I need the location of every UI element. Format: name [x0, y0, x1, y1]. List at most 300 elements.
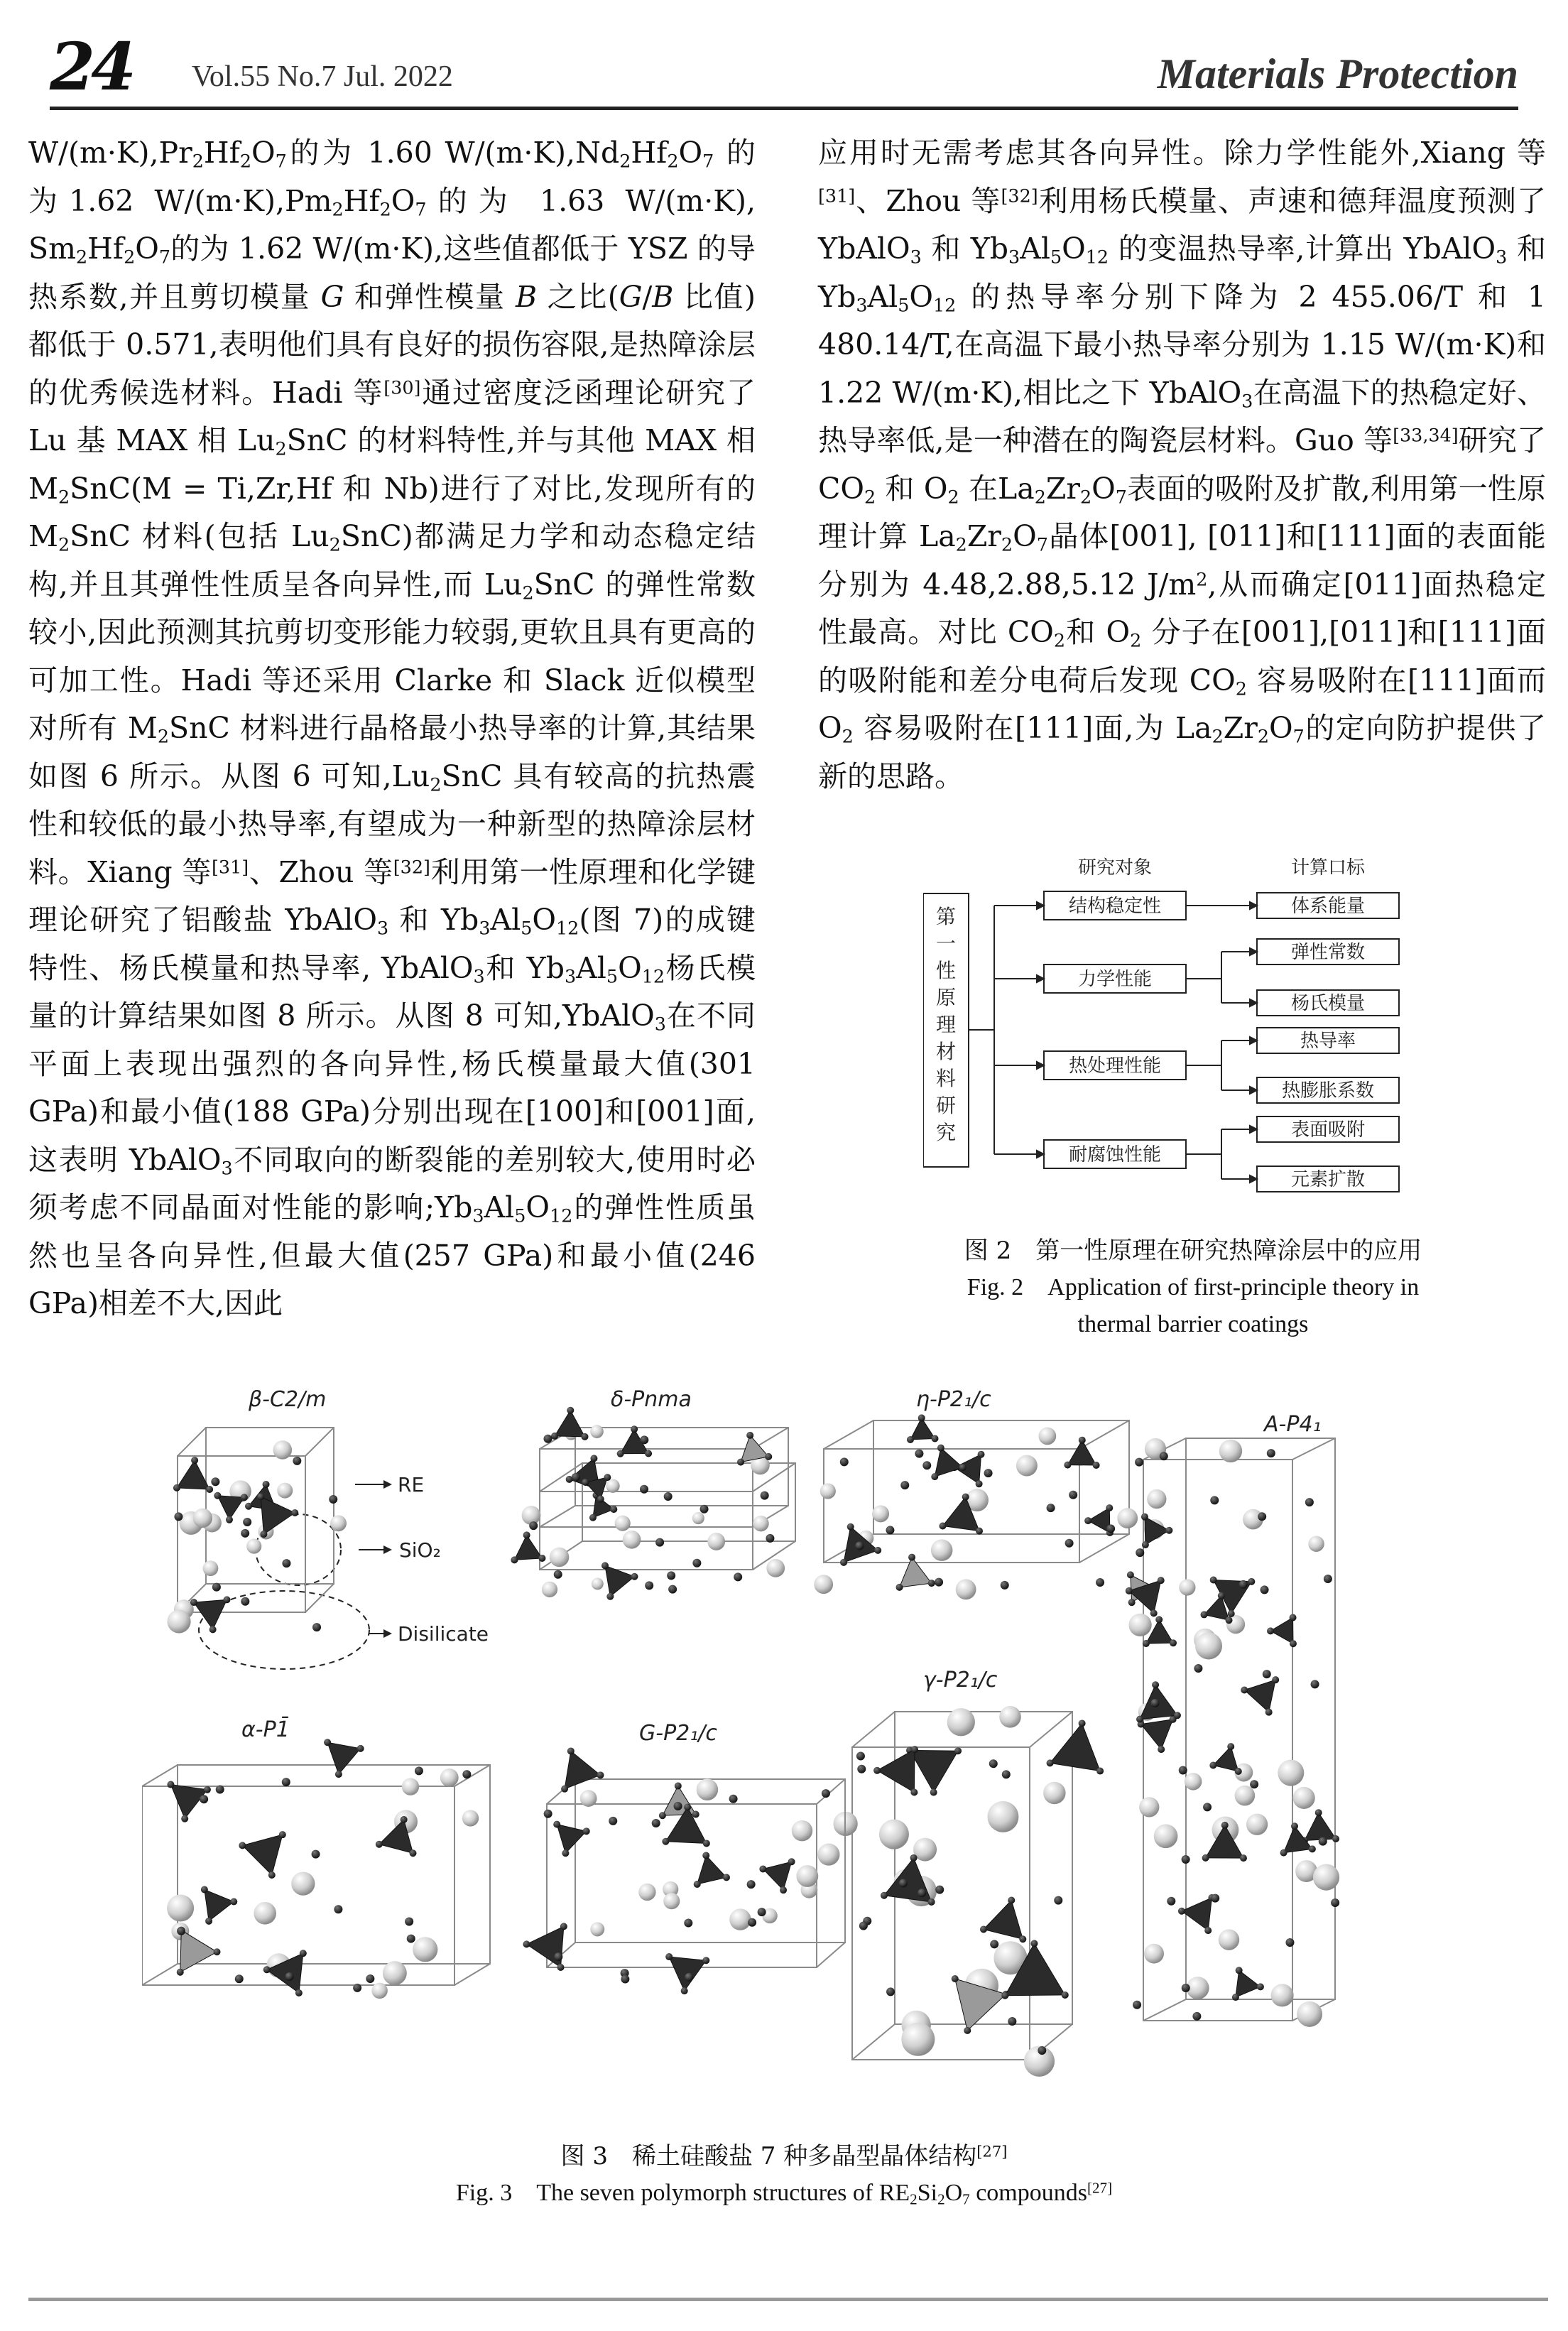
unit-cell-edge: [1079, 1420, 1129, 1449]
sio4-tetrahedron: [877, 1749, 915, 1792]
oxygen-atom: [1008, 1897, 1015, 1904]
oxygen-atom: [581, 1433, 588, 1440]
oxygen-atom: [312, 1623, 321, 1631]
svg-text:究: 究: [935, 1121, 957, 1144]
oxygen-atom: [1178, 1908, 1185, 1915]
oxygen-atom: [1257, 1983, 1264, 1990]
oxygen-atom: [1106, 1524, 1115, 1533]
re-atom: [931, 1539, 953, 1561]
oxygen-atom: [177, 1969, 184, 1976]
root-label: [936, 905, 956, 1144]
oxygen-atom: [1182, 1984, 1190, 1992]
oxygen-atom: [662, 1838, 669, 1845]
sio4-tetrahedron: [555, 1411, 584, 1437]
oxygen-atom: [407, 1935, 415, 1943]
oxygen-atom: [601, 1562, 609, 1569]
oxygen-atom: [1136, 1548, 1144, 1557]
oxygen-atom: [376, 1841, 383, 1848]
oxygen-atom: [886, 1526, 894, 1534]
oxygen-atom: [1106, 1504, 1113, 1511]
re-atom: [623, 1531, 641, 1549]
re-atom: [1271, 1984, 1294, 2006]
oxygen-atom: [610, 1506, 617, 1513]
figure-3-caption: [142, 2138, 1426, 2212]
oxygen-atom: [1309, 1845, 1316, 1852]
figure-2-caption-en-2: thermal barrier coatings: [1077, 1311, 1309, 1337]
oxygen-atom: [1203, 1803, 1212, 1811]
oxygen-atom: [1174, 1712, 1181, 1719]
oxygen-atom: [1290, 1640, 1297, 1647]
svg-text:原: 原: [935, 986, 957, 1009]
sio4-tetrahedron: [217, 1496, 244, 1520]
oxygen-atom: [415, 1766, 423, 1775]
oxygen-atom: [216, 1786, 224, 1794]
oxygen-atom: [1221, 1822, 1229, 1829]
re-atom: [1038, 1428, 1056, 1445]
oxygen-atom: [329, 1495, 337, 1504]
oxygen-atom: [675, 1783, 682, 1790]
re-atom: [707, 1533, 725, 1550]
re-atom: [413, 1937, 437, 1962]
group-label: 耐腐蚀性能: [1068, 1144, 1162, 1166]
oxygen-atom: [928, 1898, 935, 1906]
oxygen-atom: [886, 1987, 895, 1996]
oxygen-atom: [692, 1811, 699, 1818]
legend-sio2: SiO₂: [399, 1538, 441, 1562]
re-atom: [817, 1844, 839, 1866]
sio4-tetrahedron: [697, 1855, 726, 1884]
sio4-tetrahedron: [1305, 1813, 1336, 1840]
unit-cell-edge: [817, 1779, 845, 1804]
unit-cell: [1143, 1460, 1292, 2021]
oxygen-atom: [583, 1827, 590, 1835]
oxygen-atom: [935, 1886, 944, 1894]
oxygen-atom: [631, 1573, 638, 1580]
label-alpha: α-P1̄: [241, 1717, 290, 1742]
oxygen-atom: [1160, 1452, 1168, 1460]
oxygen-atom: [1084, 1517, 1091, 1524]
oxygen-atom: [907, 1436, 914, 1443]
re-atom: [592, 1578, 604, 1590]
oxygen-atom: [1064, 1462, 1071, 1469]
re-atom: [638, 1884, 655, 1901]
oxygen-atom: [840, 1559, 847, 1566]
oxygen-atom: [1265, 1709, 1273, 1716]
sio4-tetrahedron: [984, 1901, 1023, 1940]
oxygen-atom: [702, 1852, 709, 1859]
re-atom: [167, 1609, 190, 1633]
oxygen-atom: [631, 1425, 638, 1433]
oxygen-atom: [976, 1528, 983, 1535]
oxygen-atom: [873, 1767, 881, 1774]
oxygen-atom: [511, 1556, 518, 1563]
oxygen-atom: [758, 1908, 766, 1916]
oxygen-atom: [640, 1435, 648, 1444]
oxygen-atom: [1235, 1768, 1242, 1775]
oxygen-atom: [174, 1512, 183, 1521]
oxygen-atom: [1280, 1849, 1287, 1857]
oxygen-atom: [300, 1950, 307, 1957]
re-atom: [820, 1483, 836, 1499]
oxygen-atom: [922, 1461, 931, 1469]
sio4-tetrahedron: [1236, 1970, 1261, 1997]
oxygen-atom: [734, 1572, 742, 1581]
oxygen-atom: [357, 1745, 364, 1752]
oxygen-atom: [226, 1516, 233, 1523]
oxygen-atom: [205, 1918, 212, 1925]
oxygen-atom: [840, 1457, 849, 1466]
oxygen-atom: [664, 1492, 673, 1501]
oxygen-atom: [206, 1486, 213, 1493]
oxygen-atom: [191, 1457, 198, 1464]
oxygen-atom: [243, 1518, 251, 1526]
oxygen-atom: [874, 1547, 881, 1554]
oxygen-atom: [1200, 1611, 1207, 1618]
oxygen-atom: [167, 1781, 174, 1788]
unit-cell-edge: [305, 1428, 334, 1456]
oxygen-atom: [931, 1473, 938, 1480]
svg-text:性: 性: [935, 959, 957, 982]
oxygen-atom: [911, 1746, 918, 1753]
oxygen-atom: [1236, 1967, 1243, 1974]
right-paragraph: 应用时无需考虑其各向异性。除力学性能外,Xiang 等[31]、Zhou 等[32]利用杨氏模量、声速和德拜温度预测了 YbAlO$_3$ 和 $Yb_3Al_5O_{12}$ 的变温热导率,计算出 YbAlO$_3$ 和 $Yb_3Al_5O_{12}$ 的热导率分别下降为 2 455.06/T 和 1 480.14/T,在高温下最小热导率分别为 1.15 W/(m·K)和 1.22 W/(m·K),相比之下 YbAlO$_3$在高温下的热稳定好、热导率低,是一种潜在的陶瓷层材料。Guo 等[33,34]研究了 $CO_2$ 和 $O_2$ 在$La_2Zr_2O_7$表面的吸附及扩散,利用第一性原理计算 $La_2Zr_2O_7$晶体[001], [011]和[111]面的表面能分别为 4.48,2.88,5.12 $J/m^2$,从而确定[011]面热稳定性最高。对比 $CO_2$和 $O_2$ 分子在[001],[011]和[111]面的吸附能和差分电荷后发现 $CO_2$ 容易吸附在[111]面而 $O_2$ 容易吸附在[111]面,为 $La_2Zr_2O_7$的定向防护提供了新的思路。: [818, 136, 1547, 793]
oxygen-atom: [1093, 1462, 1100, 1469]
oxygen-atom: [1001, 1581, 1009, 1590]
unit-cell-edge: [540, 1506, 575, 1527]
left-paragraph: $W/(m\cdot K),Pr_2Hf_2O_7$的为 1.60 $W/(m\cdot K),Nd_2Hf_2O_7$ 的为1.62 $W/(m\cdot K),Pm_2Hf_2O_7$的为 1.63 W/(m·K), $Sm_2Hf_2O_7$的为 1.62 W/(m·K),这些值都低于 YSZ 的导热系数,并且剪切模量 G 和弹性模量 B 之比(G/B 比值)都低于 0.571,表明他们具有良好的损伤容限,是热障涂层的优秀候选材料。Hadi 等[30]通过密度泛函理论研究了 Lu 基 MAX 相 $Lu_2SnC$ 的材料特性,并与其他 MAX 相 $M_2SnC(M = Ti,Zr,Hf$ 和 Nb)进行了对比,发现所有的 $M_2SnC$ 材料(包括 $Lu_2SnC$)都满足力学和动态稳定结构,并且其弹性性质呈各向异性,而 $Lu_2SnC$ 的弹性常数较小,因此预测其抗剪切变形能力较弱,更软且具有更高的可加工性。Hadi 等还采用 Clarke 和 Slack 近似模型对所有 $M_2SnC$ 材料进行晶格最小热导率的计算,其结果如图 6 所示。从图 6 可知$,Lu_2SnC$ 具有较高的抗热震性和较低的最小热导率,有望成为一种新型的热障涂层材料。Xiang 等[31]、Zhou 等[32]利用第一性原理和化学键理论研究了铝酸盐 YbAlO$_3$ 和 $Yb_3Al_5O_{12}$(图 7)的成键特性、杨氏模量和热导率, YbAlO$_3$和 $Yb_3Al_5O_{12}$杨氏模量的计算结果如图 8 所示。从图 8 可知,YbAlO$_3$在不同平面上表现出强烈的各向异性,杨氏模量最大值(301 GPa)和最小值(188 GPa)分别出现在[100]和[001]面,这表明 YbAlO$_3$不同取向的断裂能的差别较大,使用时必须考虑不同晶面对性能的影响$;Yb_3Al_5O_{12}$的弹性性质虽然也呈各向异性,但最大值(257 GPa)和最小值(246 GPa)相差不大,因此: [28, 136, 756, 1320]
sio4-tetrahedron: [900, 1558, 932, 1587]
svg-text:理: 理: [935, 1013, 957, 1036]
oxygen-atom: [659, 1812, 666, 1819]
sio4-tetrahedron: [327, 1742, 361, 1774]
re-atom: [193, 1509, 212, 1528]
oxygen-atom: [538, 1555, 545, 1562]
item-label: 表面吸附: [1290, 1119, 1366, 1141]
oxygen-atom: [1179, 1766, 1187, 1774]
unit-cell-edge: [824, 1420, 873, 1449]
item-label: 热导率: [1300, 1031, 1356, 1052]
oxygen-atom: [935, 1578, 943, 1587]
sio4-tetrahedron: [910, 1750, 958, 1792]
oxygen-atom: [931, 1435, 938, 1442]
oxygen-atom: [748, 1918, 756, 1927]
oxygen-atom: [665, 1953, 673, 1960]
re-atom: [1246, 1814, 1268, 1835]
re-atom: [590, 1922, 604, 1936]
re-atom: [1117, 1508, 1138, 1528]
oxygen-atom: [1030, 1940, 1038, 1947]
legend-disilicate: Disilicate: [398, 1622, 489, 1646]
oxygen-atom: [976, 1480, 983, 1487]
sio4-tetrahedron: [663, 1786, 696, 1816]
oxygen-atom: [523, 1531, 530, 1538]
oxygen-atom: [190, 1599, 197, 1606]
oxygen-atom: [1250, 1780, 1258, 1788]
oxygen-atom: [939, 1522, 946, 1529]
re-atom: [542, 1582, 557, 1597]
oxygen-atom: [239, 1842, 246, 1849]
sio4-tetrahedron: [565, 1751, 600, 1788]
oxygen-atom: [560, 1923, 567, 1930]
re-atom: [1235, 1786, 1256, 1806]
oxygen-atom: [543, 1435, 552, 1443]
sio4-tetrahedron: [763, 1862, 791, 1890]
oxygen-atom: [989, 1759, 998, 1768]
oxygen-atom: [1315, 1809, 1322, 1816]
oxygen-atom: [937, 1445, 944, 1452]
oxygen-atom: [978, 1451, 985, 1458]
label-A: A-P4₁: [1264, 1412, 1322, 1437]
oxygen-atom: [684, 1803, 691, 1810]
oxygen-atom: [312, 1850, 320, 1859]
running-header: [50, 28, 1518, 110]
label-G: G-P2₁/c: [639, 1721, 717, 1746]
oxygen-atom: [561, 1786, 568, 1793]
oxygen-atom: [729, 1795, 738, 1803]
oxygen-atom: [1319, 1837, 1327, 1846]
oxygen-atom: [1232, 1994, 1239, 2001]
re-atom: [697, 1778, 719, 1800]
oxygen-atom: [822, 1789, 830, 1798]
oxygen-atom: [1150, 1609, 1158, 1617]
item-label: 弹性常数: [1290, 942, 1366, 963]
page-number: 24: [50, 28, 133, 105]
re-atom: [692, 1512, 704, 1524]
oxygen-atom: [737, 1459, 744, 1466]
oxygen-atom: [910, 1789, 918, 1796]
oxygen-atom: [1135, 1458, 1143, 1467]
oxygen-atom: [554, 1952, 562, 1961]
oxygen-atom: [1152, 1681, 1159, 1688]
oxygen-atom: [1069, 1491, 1077, 1499]
oxygen-atom: [523, 1940, 530, 1947]
re-atom: [947, 1708, 975, 1736]
unit-cell-edge: [852, 2024, 895, 2060]
oxygen-atom: [204, 1786, 211, 1793]
oxygen-atom: [1142, 1541, 1149, 1548]
oxygen-atom: [896, 1584, 903, 1591]
oxygen-atom: [1226, 1617, 1233, 1624]
oxygen-atom: [780, 1886, 787, 1893]
oxygen-atom: [223, 1596, 230, 1603]
re-atom: [1185, 1773, 1202, 1791]
oxygen-atom: [856, 1751, 865, 1760]
oxygen-atom: [1240, 1854, 1247, 1862]
oxygen-atom: [692, 1559, 701, 1567]
oxygen-atom: [1332, 1835, 1339, 1842]
re-atom: [550, 1548, 570, 1567]
re-atom: [1308, 1536, 1324, 1552]
re-atom: [1154, 1824, 1178, 1848]
oxygen-atom: [214, 1492, 221, 1499]
sio4-tetrahedron: [261, 1496, 295, 1534]
oxygen-atom: [1126, 1587, 1133, 1594]
unit-cell-edge: [305, 1584, 334, 1612]
oxygen-atom: [200, 1795, 208, 1803]
sio4-tetrahedron: [180, 1930, 217, 1972]
oxygen-atom: [984, 1469, 993, 1477]
issue-info: Vol.55 No.7 Jul. 2022: [192, 60, 453, 93]
re-atom: [203, 1560, 219, 1576]
re-atom: [1195, 1632, 1222, 1659]
unit-cell-edge: [1292, 1438, 1335, 1460]
oxygen-atom: [1008, 2017, 1016, 2026]
re-atom: [872, 1505, 889, 1522]
oxygen-atom: [962, 1494, 969, 1501]
re-atom: [999, 1706, 1021, 1728]
oxygen-atom: [899, 1879, 908, 1887]
oxygen-atom: [1285, 1938, 1294, 1947]
oxygen-atom: [674, 1802, 682, 1810]
oxygen-atom: [282, 1778, 290, 1786]
oxygen-atom: [954, 1747, 962, 1754]
oxygen-atom: [908, 1554, 915, 1561]
legend-re: RE: [398, 1473, 425, 1496]
oxygen-atom: [703, 1840, 710, 1847]
unit-cell: [178, 1765, 490, 1964]
re-atom: [383, 1961, 407, 1985]
re-atom: [1147, 1489, 1166, 1509]
oxygen-atom: [263, 1966, 271, 1973]
oxygen-atom: [910, 1854, 918, 1862]
oxygen-atom: [1065, 1539, 1074, 1548]
re-atom: [440, 1768, 459, 1787]
oxygen-atom: [645, 1450, 652, 1457]
oxygen-atom: [1133, 2001, 1141, 2009]
label-eta: η-P2₁/c: [916, 1387, 991, 1412]
oxygen-atom: [857, 1765, 866, 1773]
re-atom: [796, 1865, 818, 1887]
oxygen-atom: [582, 1479, 589, 1486]
oxygen-atom: [606, 1593, 614, 1600]
oxygen-atom: [918, 1414, 925, 1421]
re-atom: [1144, 1944, 1164, 1964]
item-label: 杨氏模量: [1290, 993, 1366, 1014]
oxygen-atom: [980, 1925, 987, 1933]
group-label: 力学性能: [1077, 969, 1153, 990]
oxygen-atom: [1182, 1855, 1190, 1864]
oxygen-atom: [335, 1771, 342, 1778]
journal-title: Materials Protection: [1157, 50, 1518, 97]
unit-cell-edge: [1030, 1712, 1072, 1747]
oxygen-atom: [241, 1494, 248, 1501]
sio4-tetrahedron: [1067, 1440, 1096, 1465]
group-label: 结构稳定性: [1068, 896, 1162, 917]
oxygen-atom: [700, 1505, 709, 1514]
re-atom: [590, 1425, 604, 1438]
oxygen-atom: [230, 1898, 237, 1906]
oxygen-atom: [1136, 1716, 1143, 1723]
re-atom: [167, 1895, 194, 1922]
oxygen-atom: [766, 1534, 774, 1543]
oxygen-atom: [235, 1974, 244, 1983]
oxygen-atom: [1001, 1992, 1008, 1999]
oxygen-atom: [1096, 1578, 1104, 1587]
oxygen-atom: [1192, 2012, 1201, 2021]
oxygen-atom: [1047, 1504, 1055, 1512]
oxygen-atom: [702, 1957, 709, 1964]
oxygen-atom: [655, 1538, 664, 1547]
oxygen-atom: [597, 1771, 604, 1778]
oxygen-atom: [562, 1849, 569, 1857]
re-atom: [729, 1908, 751, 1930]
oxygen-atom: [1170, 1639, 1177, 1646]
re-atom: [987, 1801, 1018, 1832]
oxygen-atom: [681, 1987, 688, 1994]
oxygen-atom: [881, 1892, 888, 1899]
col-head-left: 研究对象: [1077, 857, 1153, 879]
sio4-tetrahedron: [194, 1599, 227, 1629]
re-atom: [1219, 1440, 1242, 1462]
oxygen-atom: [173, 1484, 180, 1491]
oxygen-atom: [291, 1509, 298, 1516]
re-atom: [1313, 1864, 1339, 1890]
oxygen-atom: [285, 1972, 294, 1981]
oxygen-atom: [334, 1905, 342, 1913]
oxygen-atom: [694, 1881, 701, 1888]
oxygen-atom: [260, 1531, 267, 1538]
label-delta: δ-Pnma: [611, 1387, 692, 1412]
unit-cell-edge: [817, 1942, 845, 1967]
item-label: 元素扩散: [1290, 1169, 1366, 1190]
re-atom: [1043, 1782, 1066, 1805]
unit-cell-edge: [178, 1428, 206, 1456]
oxygen-atom: [1038, 2046, 1046, 2055]
oxygen-atom: [918, 1889, 926, 1897]
oxygen-atom: [959, 1464, 967, 1471]
re-atom: [462, 1810, 479, 1826]
sio4-tetrahedron: [1050, 1723, 1101, 1771]
oxygen-atom: [1248, 1578, 1255, 1585]
col-head-right: 计算口标: [1290, 857, 1366, 879]
oxygen-atom: [366, 1974, 374, 1983]
oxygen-atom: [723, 1874, 730, 1881]
oxygen-atom: [1158, 1746, 1165, 1753]
oxygen-atom: [1267, 1449, 1275, 1457]
oxygen-atom: [761, 1491, 769, 1500]
oxygen-atom: [1002, 1770, 1011, 1778]
sio4-tetrahedron: [1141, 1719, 1173, 1749]
oxygen-atom: [1218, 1592, 1225, 1599]
oxygen-atom: [685, 1973, 693, 1982]
re-atom: [1278, 1760, 1304, 1786]
oxygen-atom: [1062, 1992, 1069, 1999]
figure-3-caption-cn: 图 3 稀土硅酸盐 7 种多晶型晶体结构[27]: [560, 2142, 1008, 2170]
oxygen-atom: [282, 1559, 290, 1567]
oxygen-atom: [554, 1570, 562, 1579]
oxygen-atom: [551, 1433, 558, 1440]
oxygen-atom: [1202, 1854, 1209, 1862]
re-atom: [277, 1483, 293, 1499]
oxygen-atom: [1210, 1496, 1219, 1504]
re-atom: [766, 1559, 785, 1577]
sio4-tetrahedron: [177, 1460, 209, 1489]
unit-cell-edge: [1143, 1999, 1186, 2021]
oxygen-atom: [1331, 1898, 1339, 1907]
re-atom: [254, 1902, 276, 1925]
svg-text:第: 第: [935, 905, 957, 928]
re-atom: [246, 1538, 261, 1553]
oxygen-atom: [617, 1450, 624, 1457]
oxygen-atom: [590, 1455, 597, 1462]
item-label: 热膨胀系数: [1281, 1080, 1375, 1102]
oxygen-atom: [557, 1964, 565, 1971]
unit-cell-edge: [142, 1964, 178, 1985]
unit-cell-edge: [454, 1964, 490, 1985]
oxygen-atom: [1211, 1894, 1219, 1903]
oxygen-atom: [405, 1917, 413, 1925]
re-atom: [273, 1440, 292, 1460]
